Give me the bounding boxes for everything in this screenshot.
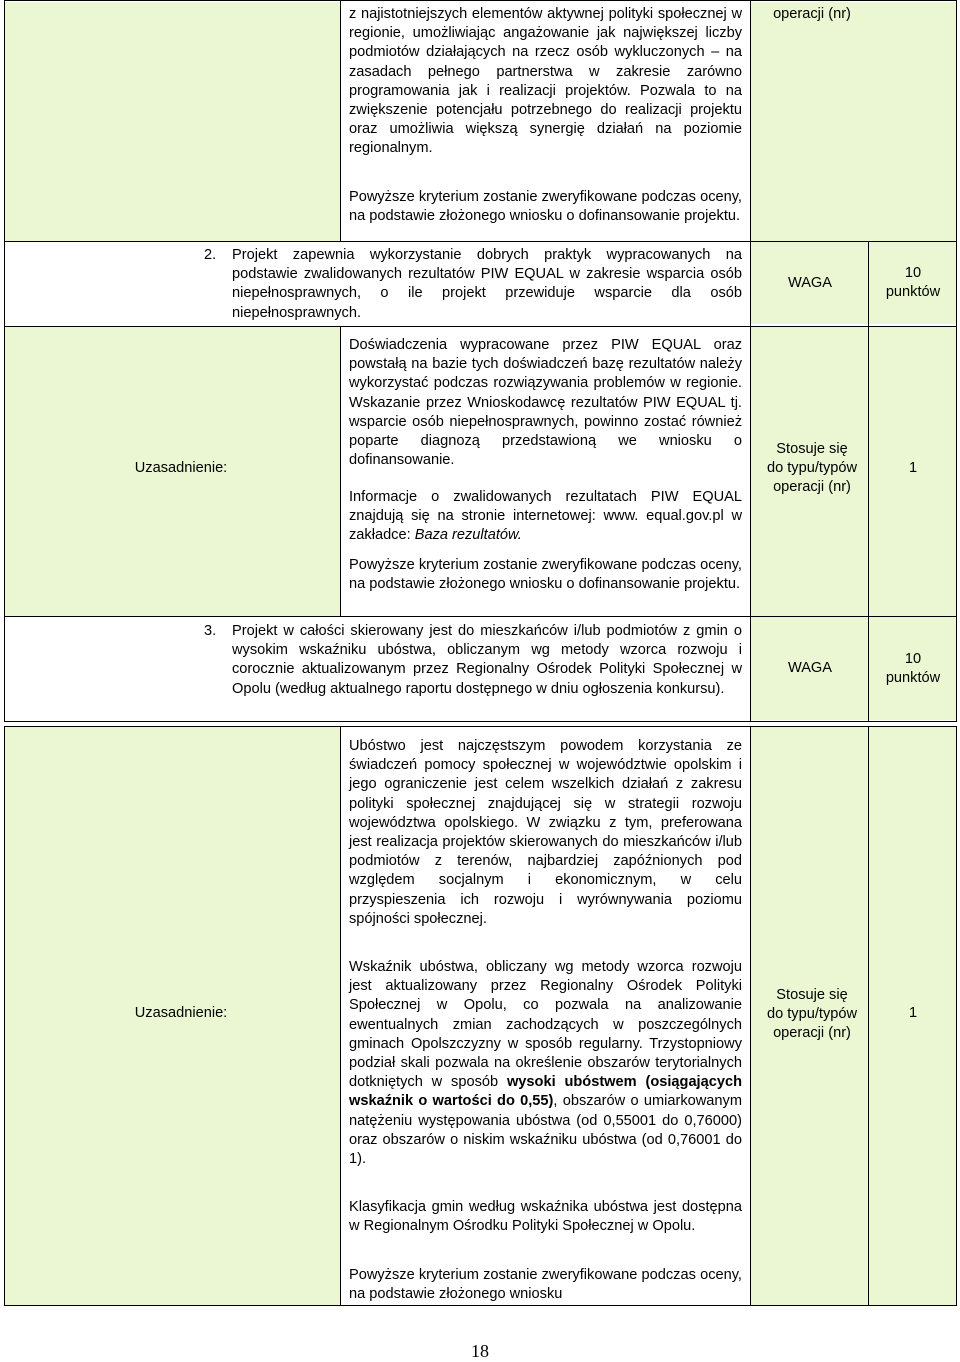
justification3-paragraph2-bold: wysoki ubóstwem (osiągających wskaźnik o wartości do 0,55) (349, 1074, 742, 1110)
table1-col-divider-3 (868, 241, 869, 326)
table1-top-border (4, 0, 957, 1)
justification2-label: Uzasadnienie: (134, 460, 228, 476)
criterion3-text: Projekt w całości skierowany jest do mieszkańców i/lub podmiotów z gmin o wysokim wskaźniku ubóstwa, obliczanym wg metody wzorca rozwoju i corocznie aktualizowanym przez Regionalny Ośrodek Polityki Społecznej w Opolu (według aktualnego raportu dostępnego w dniu ogłoszenia konkursu). (232, 623, 742, 697)
table1-row-divider-2 (4, 326, 957, 327)
justification3-applies-value: 1 (908, 1005, 918, 1021)
justification2-paragraph2-text: Informacje o zwalidowanych rezultatach PIW EQUAL znajdują się na stronie internetowej: www. equal.gov.pl w zakładce: (349, 489, 742, 544)
justification2-applies-value: 1 (908, 460, 918, 476)
table1-label-column (5, 2, 340, 241)
table2-right-border (956, 726, 957, 1306)
criterion3-points-unit: punktów (885, 670, 941, 687)
table1-row-divider-1 (4, 241, 957, 242)
justification2-paragraph1: Doświadczenia wypracowane przez PIW EQUAL oraz powstałą na bazie tych doświadczeń bazę rezultatów należy wykorzystać podczas rozwiązywania problemów w regionie. Wskazanie przez Wnioskodawcę rezultatów PIW EQUAL tj. wsparcie osób niepełnosprawnych, powinno zostać również poparte diagnozą przedstawioną we wniosku o dofinansowanie. (349, 337, 742, 469)
table2-bottom-border (4, 1305, 957, 1306)
justification2-applies (750, 440, 874, 498)
justification3-applies (750, 986, 874, 1044)
justification2-paragraph3: Powyższe kryterium zostanie zweryfikowane podczas oceny, na podstawie złożonego wniosku o dofinansowanie projektu. (349, 557, 742, 593)
page-number: 18 (471, 1341, 489, 1361)
justification2-paragraph2-italic: Baza rezultatów. (414, 527, 522, 544)
justification2-paragraph2 (349, 488, 742, 546)
justification3-paragraph2-text-a: Wskaźnik ubóstwa, obliczany wg metody wzorca rozwoju jest aktualizowany przez Regionalny Ośrodek Polityki Społecznej w Opolu, co pozwala na analizowanie ewentualnych zmian zachodzących w poszczególnych gminach Opolszczyzny w sposób regularny. Trzystopniowy podział skali pozwala na określenie obszarów terytorialnych dotkniętych w sposób (349, 959, 742, 1091)
table1-left-border (4, 0, 5, 326)
criterion3-weight-label: WAGA (787, 660, 833, 676)
justification3-applies-line3: operacji (nr) (773, 1025, 851, 1042)
table1-col-divider-2b (750, 326, 751, 722)
table1-bottom-border (4, 721, 957, 722)
criterion2-points-value: 10 (904, 265, 922, 281)
table1-type-column (750, 2, 956, 241)
table2-top-border (4, 726, 957, 727)
table2-left-border (4, 726, 5, 1306)
justification3-label: Uzasadnienie: (134, 1005, 228, 1021)
criterion2-text: Projekt zapewnia wykorzystanie dobrych praktyk wypracowanych na podstawie zwalidowanych rezultatów PIW EQUAL w zakresie wsparcia osób niepełnosprawnych, o ile projekt przewiduje wsparcie dla osób niepełnosprawnych. (232, 247, 742, 321)
table1-row-divider-3 (4, 616, 957, 617)
table1-right-border (956, 0, 957, 326)
top-justification-paragraph: z najistotniejszych elementów aktywnej polityki społecznej w regionie, umożliwiając angażowanie jak największej liczby podmiotów działających na rzecz osób wykluczonych – na zasadach pełnego partnerstwa w zakresie zarówno programowania jak i realizacji projektów. Pozwala to na zwiększenie potencjału potrzebnego do realizacji projektu oraz umożliwia większą synergię działań na poziomie regionalnym. (349, 6, 742, 157)
table1-right-border-2 (956, 326, 957, 722)
justification3-paragraph3: Klasyfikacja gmin według wskaźnika ubóstwa jest dostępna w Regionalnym Ośrodku Polityki Społecznej w Opolu. (349, 1199, 742, 1235)
justification3-paragraph4: Powyższe kryterium zostanie zweryfikowane podczas oceny, na podstawie złożonego wniosku (349, 1267, 742, 1303)
top-verification-paragraph: Powyższe kryterium zostanie zweryfikowane podczas oceny, na podstawie złożonego wniosku o dofinansowanie projektu. (349, 189, 742, 225)
criterion3-number: 3. (204, 623, 217, 639)
top-type-label: operacji (nr) (773, 6, 851, 22)
table1-col-divider-1 (340, 0, 341, 241)
criterion3-points-value: 10 (904, 651, 922, 667)
criterion3-points (870, 650, 956, 688)
criterion2-number: 2. (204, 247, 217, 263)
justification3-applies-line2: do typu/typów (766, 1006, 858, 1023)
table1-col-divider-2 (750, 0, 751, 326)
justification3-paragraph1: Ubóstwo jest najczęstszym powodem korzystania ze świadczeń pomocy społecznej w województwie opolskim i jego ograniczenie jest celem wszelkich działań z zakresu polityki społecznej znajdującej się w strategii rozwoju województwa opolskiego. W związku z tym, preferowana jest realizacja projektów skierowanych do mieszkańców i/lub podmiotów z terenów, najbardziej zapóźnionych pod względem socjalnym i ekonomicznym, w celu przyspieszenia ich rozwoju i wyrównywania poziomu spójności społecznej. (349, 738, 742, 927)
justification3-paragraph2 (349, 958, 742, 1169)
justification2-applies-line2: do typu/typów (766, 460, 858, 477)
criterion2-points (870, 264, 956, 302)
criterion2-points-unit: punktów (885, 284, 941, 301)
justification2-applies-line3: operacji (nr) (773, 479, 851, 496)
justification3-paragraph2-text-b: , obszarów o umiarkowanym natężeniu występowania ubóstwa (od 0,55001 do 0,76000) oraz obszarów o niskim wskaźniku ubóstwa (od 0,76001 do 1). (349, 1093, 742, 1168)
justification2-applies-line1: Stosuje się (776, 441, 848, 457)
table1-col-divider-3c (868, 616, 869, 722)
table1-left-border-2 (4, 326, 5, 722)
criterion2-weight-label: WAGA (787, 275, 833, 291)
justification3-applies-line1: Stosuje się (776, 987, 848, 1003)
